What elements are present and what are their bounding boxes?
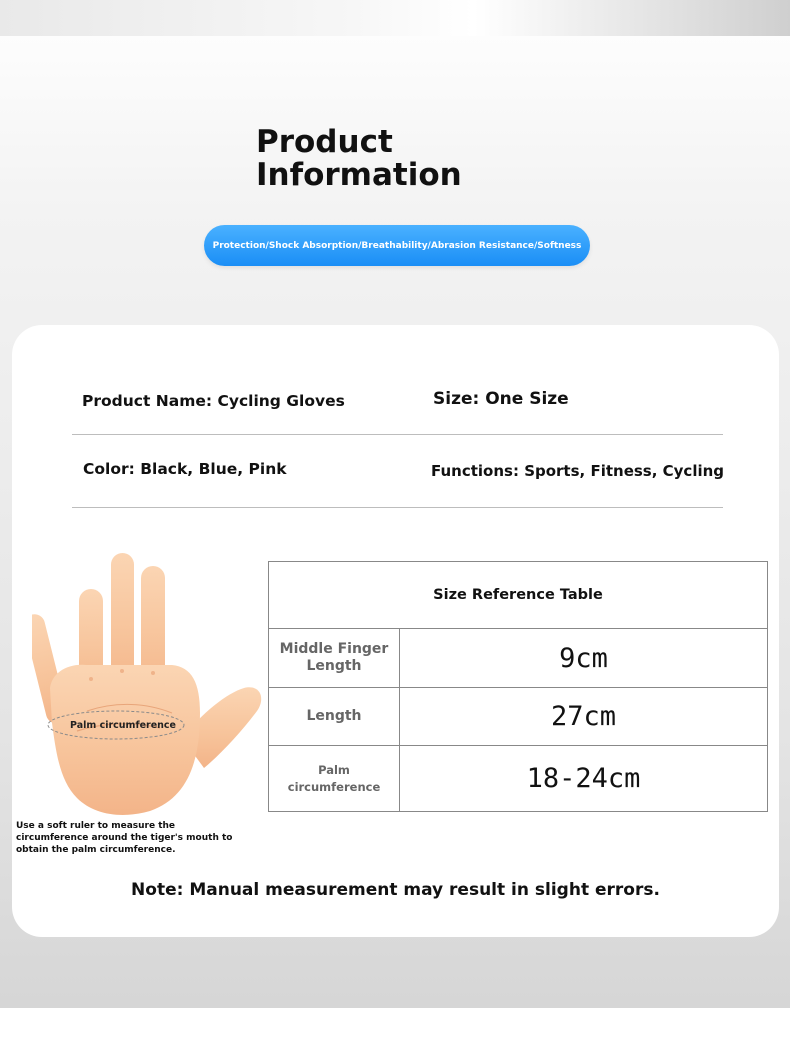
product-size: Size: One Size bbox=[433, 389, 569, 409]
size-table-header: Size Reference Table bbox=[269, 562, 767, 629]
hand-palm-icon bbox=[32, 553, 262, 815]
table-row bbox=[269, 629, 767, 688]
divider bbox=[72, 507, 723, 508]
measure-instruction: Use a soft ruler to measure the circumference around the tiger's mouth to obtain the palm circumference. bbox=[16, 821, 233, 855]
measurement-note: Note: Manual measurement may result in slight errors. bbox=[131, 880, 660, 900]
row-label: Palm circumference bbox=[269, 746, 400, 811]
features-banner: Protection/Shock Absorption/Breathability/Abrasion Resistance/Softness bbox=[204, 225, 590, 266]
product-functions: Functions: Sports, Fitness, Cycling bbox=[431, 462, 725, 480]
row-value: 27cm bbox=[550, 701, 617, 732]
product-color: Color: Black, Blue, Pink bbox=[83, 460, 287, 478]
bottom-strip bbox=[0, 1008, 790, 1046]
row-label: Middle Finger Length bbox=[269, 629, 400, 687]
divider bbox=[72, 434, 723, 435]
table-row bbox=[269, 746, 767, 811]
product-name: Product Name: Cycling Gloves bbox=[82, 392, 345, 410]
row-label: Length bbox=[269, 688, 400, 745]
size-reference-table bbox=[268, 561, 768, 812]
row-value: 9cm bbox=[559, 642, 608, 674]
table-row bbox=[269, 688, 767, 746]
palm-circumference-label: Palm circumference bbox=[70, 720, 176, 731]
top-banner-strip bbox=[0, 0, 790, 36]
product-card bbox=[12, 325, 779, 937]
row-value: 18-24cm bbox=[526, 763, 641, 794]
page-title: Product Information bbox=[256, 124, 462, 193]
